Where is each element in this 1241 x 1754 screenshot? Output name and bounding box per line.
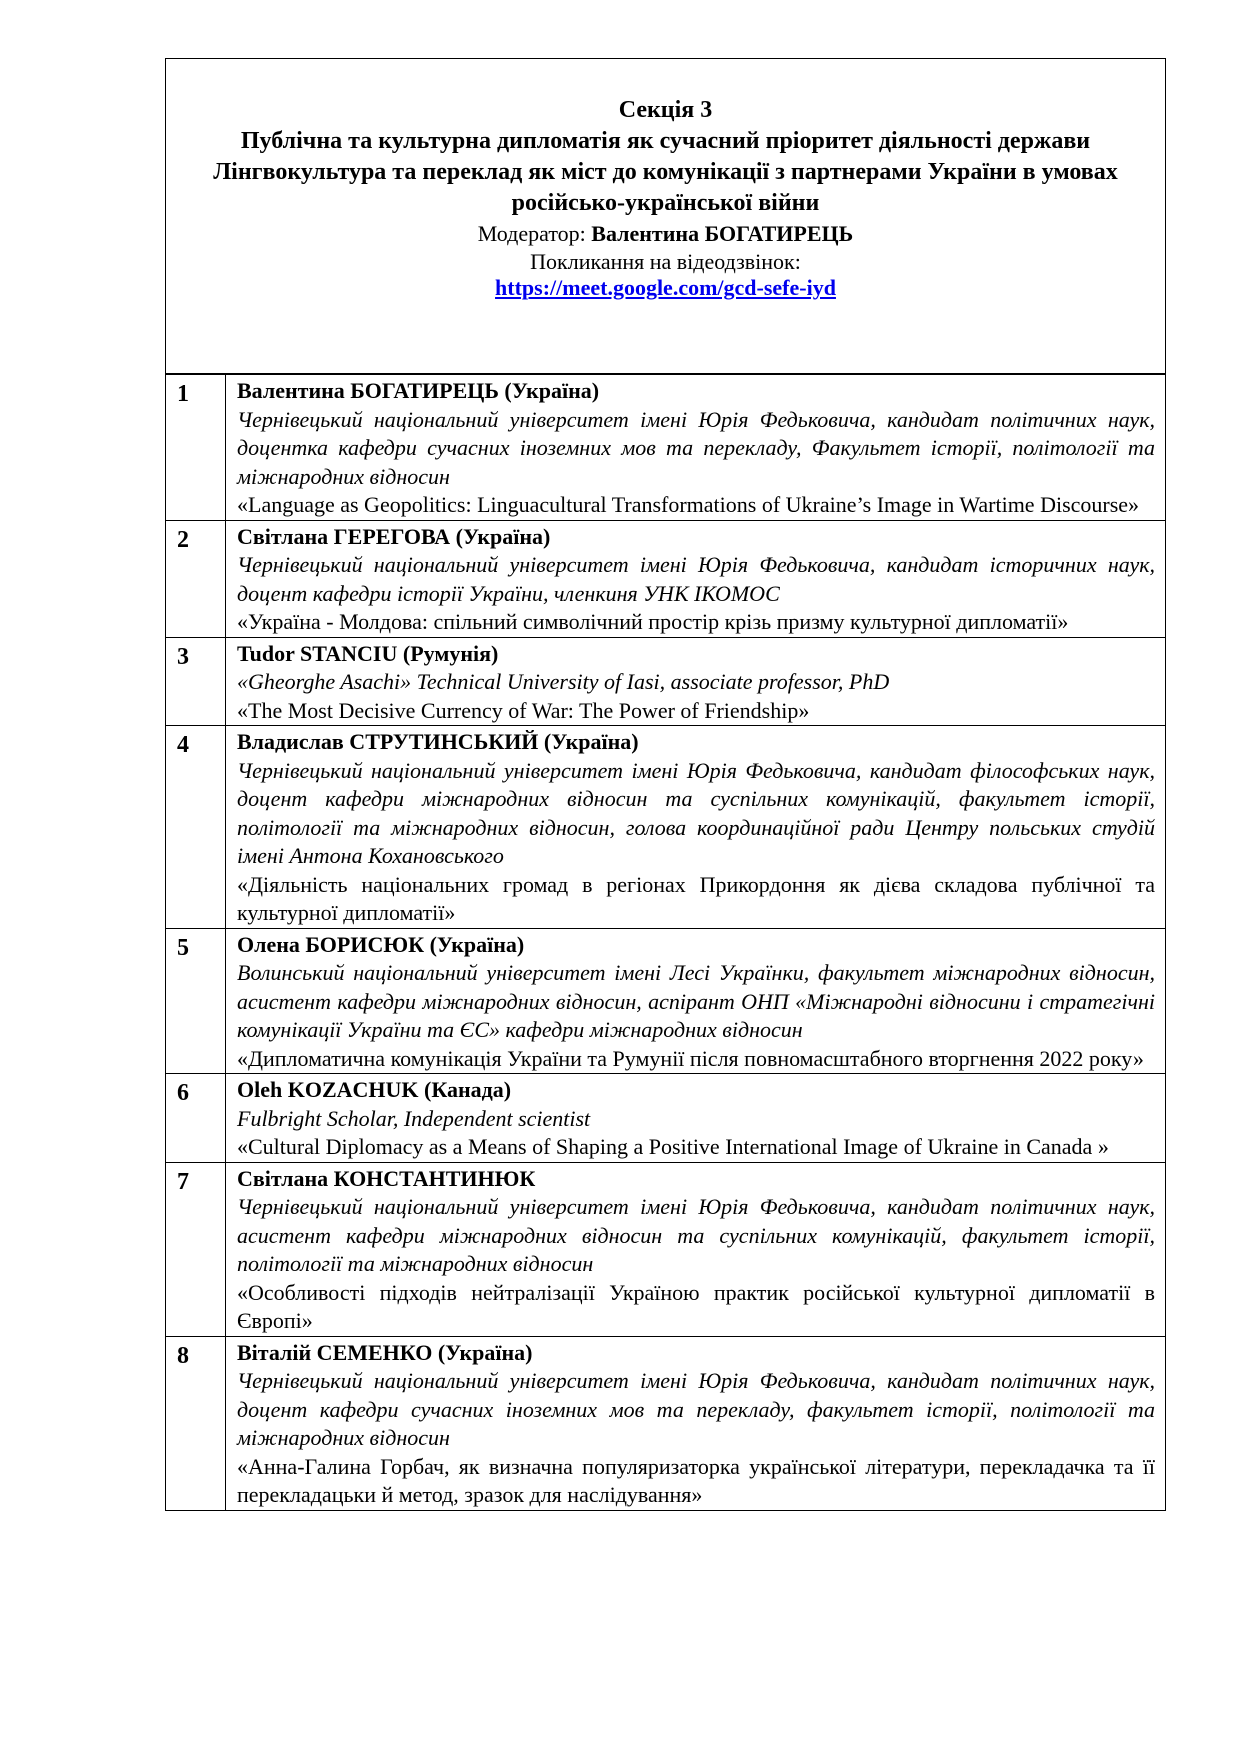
- speaker-number: 8: [166, 1336, 226, 1510]
- speaker-name: Віталій СЕМЕНКО (Україна): [237, 1339, 533, 1365]
- speaker-affiliation: Fulbright Scholar, Independent scientist: [237, 1105, 591, 1131]
- talk-title: «Особливості підходів нейтралізації Україною практик російської культурної дипломатії в Європі»: [237, 1279, 1155, 1333]
- talk-title: «Україна - Молдова: спільний символічний простір крізь призму культурної дипломатії»: [237, 609, 1069, 634]
- speaker-details: [226, 637, 1166, 726]
- speaker-number: 5: [166, 928, 226, 1074]
- speaker-details: [226, 1074, 1166, 1163]
- speaker-affiliation: Чернівецький національний університет імені Юрія Федьковича, кандидат політичних наук, асистент кафедри міжнародних відносин та суспільних комунікацій, факультет історії, політології та міжнародних відносин: [237, 1194, 1155, 1276]
- speaker-number: 6: [166, 1074, 226, 1163]
- speaker-name: Владислав СТРУТИНСЬКИЙ (Україна): [237, 729, 639, 754]
- speaker-name: Валентина БОГАТИРЕЦЬ (Україна): [237, 378, 600, 403]
- speaker-affiliation: Чернівецький національний університет імені Юрія Федьковича, кандидат політичних наук, доцентка кафедри сучасних іноземних мов та перекладу, Факультет історії, політології та міжнародних відносин: [237, 406, 1155, 489]
- speaker-number: 2: [166, 520, 226, 637]
- table-row: [166, 1336, 1166, 1510]
- talk-title: «Дипломатична комунікація України та Румунії після повномасштабного вторгнення 2022 року»: [237, 1045, 1144, 1071]
- program-page: [165, 58, 1166, 1511]
- moderator-label: Модератор:: [477, 221, 592, 246]
- speaker-details: [226, 520, 1166, 637]
- section-number: Секція 3: [618, 97, 713, 123]
- speakers-table-body: [166, 375, 1166, 1511]
- speaker-number: 7: [166, 1162, 226, 1336]
- speaker-affiliation: Чернівецький національний університет імені Юрія Федьковича, кандидат філософських наук, доцент кафедри міжнародних відносин та суспільних комунікацій, факультет історії, політології та міжнародних відносин, голова координаційної ради Центру польських студій імені Антона Кохановського: [237, 757, 1155, 868]
- talk-title: «Language as Geopolitics: Linguacultural Transformations of Ukraine’s Image in Wartime Discourse»: [237, 492, 1140, 517]
- table-row: [166, 1162, 1166, 1336]
- section-subtitle: Лінгвокультура та переклад як міст до комунікації з партнерами України в умовах російсько-української війни: [213, 159, 1118, 216]
- talk-title: «Діяльність національних громад в регіонах Прикордоння як дієва складова публічної та культурної дипломатії»: [237, 871, 1155, 925]
- speaker-affiliation: «Gheorghe Asachi» Technical University of Iasi, associate professor, PhD: [237, 669, 890, 694]
- speaker-name: Tudor STANCIU (Румунія): [237, 640, 499, 666]
- section-title: Публічна та культурна дипломатія як сучасний пріоритет діяльності держави: [240, 128, 1091, 154]
- speaker-affiliation: Волинський національний університет імені Лесі Українки, факультет міжнародних відносин, асистент кафедри міжнародних відносин, аспірант ОНП «Міжнародні відносини і стратегічні комунікації України та ЄС» кафедри міжнародних відносин: [237, 960, 1155, 1042]
- speaker-number: 1: [166, 375, 226, 521]
- speaker-name: Олена БОРИСЮК (Україна): [237, 931, 525, 957]
- speakers-table: [165, 374, 1166, 1511]
- speaker-details: [226, 375, 1166, 521]
- table-row: [166, 726, 1166, 929]
- speaker-name: Oleh KOZACHUK (Канада): [237, 1077, 512, 1102]
- video-call-link[interactable]: https://meet.google.com/gcd-sefe-iyd: [495, 275, 836, 300]
- speaker-number: 4: [166, 726, 226, 929]
- talk-title: «Анна-Галина Горбач, як визначна популяризаторка української літератури, перекладачка та її перекладацьки й метод, зразок для наслідування»: [237, 1453, 1155, 1507]
- speaker-details: [226, 928, 1166, 1074]
- table-row: [166, 928, 1166, 1074]
- speaker-affiliation: Чернівецький національний університет імені Юрія Федьковича, кандидат історичних наук, доцент кафедри історії України, членкиня УНК ІКОМОС: [237, 552, 1155, 606]
- talk-title: «The Most Decisive Currency of War: The Power of Friendship»: [237, 697, 810, 723]
- video-call-label: Покликання на відеодзвінок:: [530, 249, 801, 274]
- section-header: [165, 58, 1166, 374]
- moderator-line: [166, 219, 1165, 248]
- talk-title: «Cultural Diplomacy as a Means of Shaping a Positive International Image of Ukraine in Canada »: [237, 1134, 1109, 1159]
- speaker-name: Світлана ГЕРЕГОВА (Україна): [237, 523, 551, 549]
- table-row: [166, 375, 1166, 521]
- speaker-details: [226, 726, 1166, 929]
- speaker-details: [226, 1162, 1166, 1336]
- table-row: [166, 1074, 1166, 1163]
- speaker-details: [226, 1336, 1166, 1510]
- moderator-name: Валентина БОГАТИРЕЦЬ: [591, 221, 854, 246]
- speaker-affiliation: Чернівецький національний університет імені Юрія Федьковича, кандидат політичних наук, доцент кафедри сучасних іноземних мов та перекладу, факультет історії, політології та міжнародних відносин: [237, 1368, 1155, 1450]
- table-row: [166, 520, 1166, 637]
- speaker-name: Світлана КОНСТАНТИНЮК: [237, 1165, 536, 1191]
- speaker-number: 3: [166, 637, 226, 726]
- table-row: [166, 637, 1166, 726]
